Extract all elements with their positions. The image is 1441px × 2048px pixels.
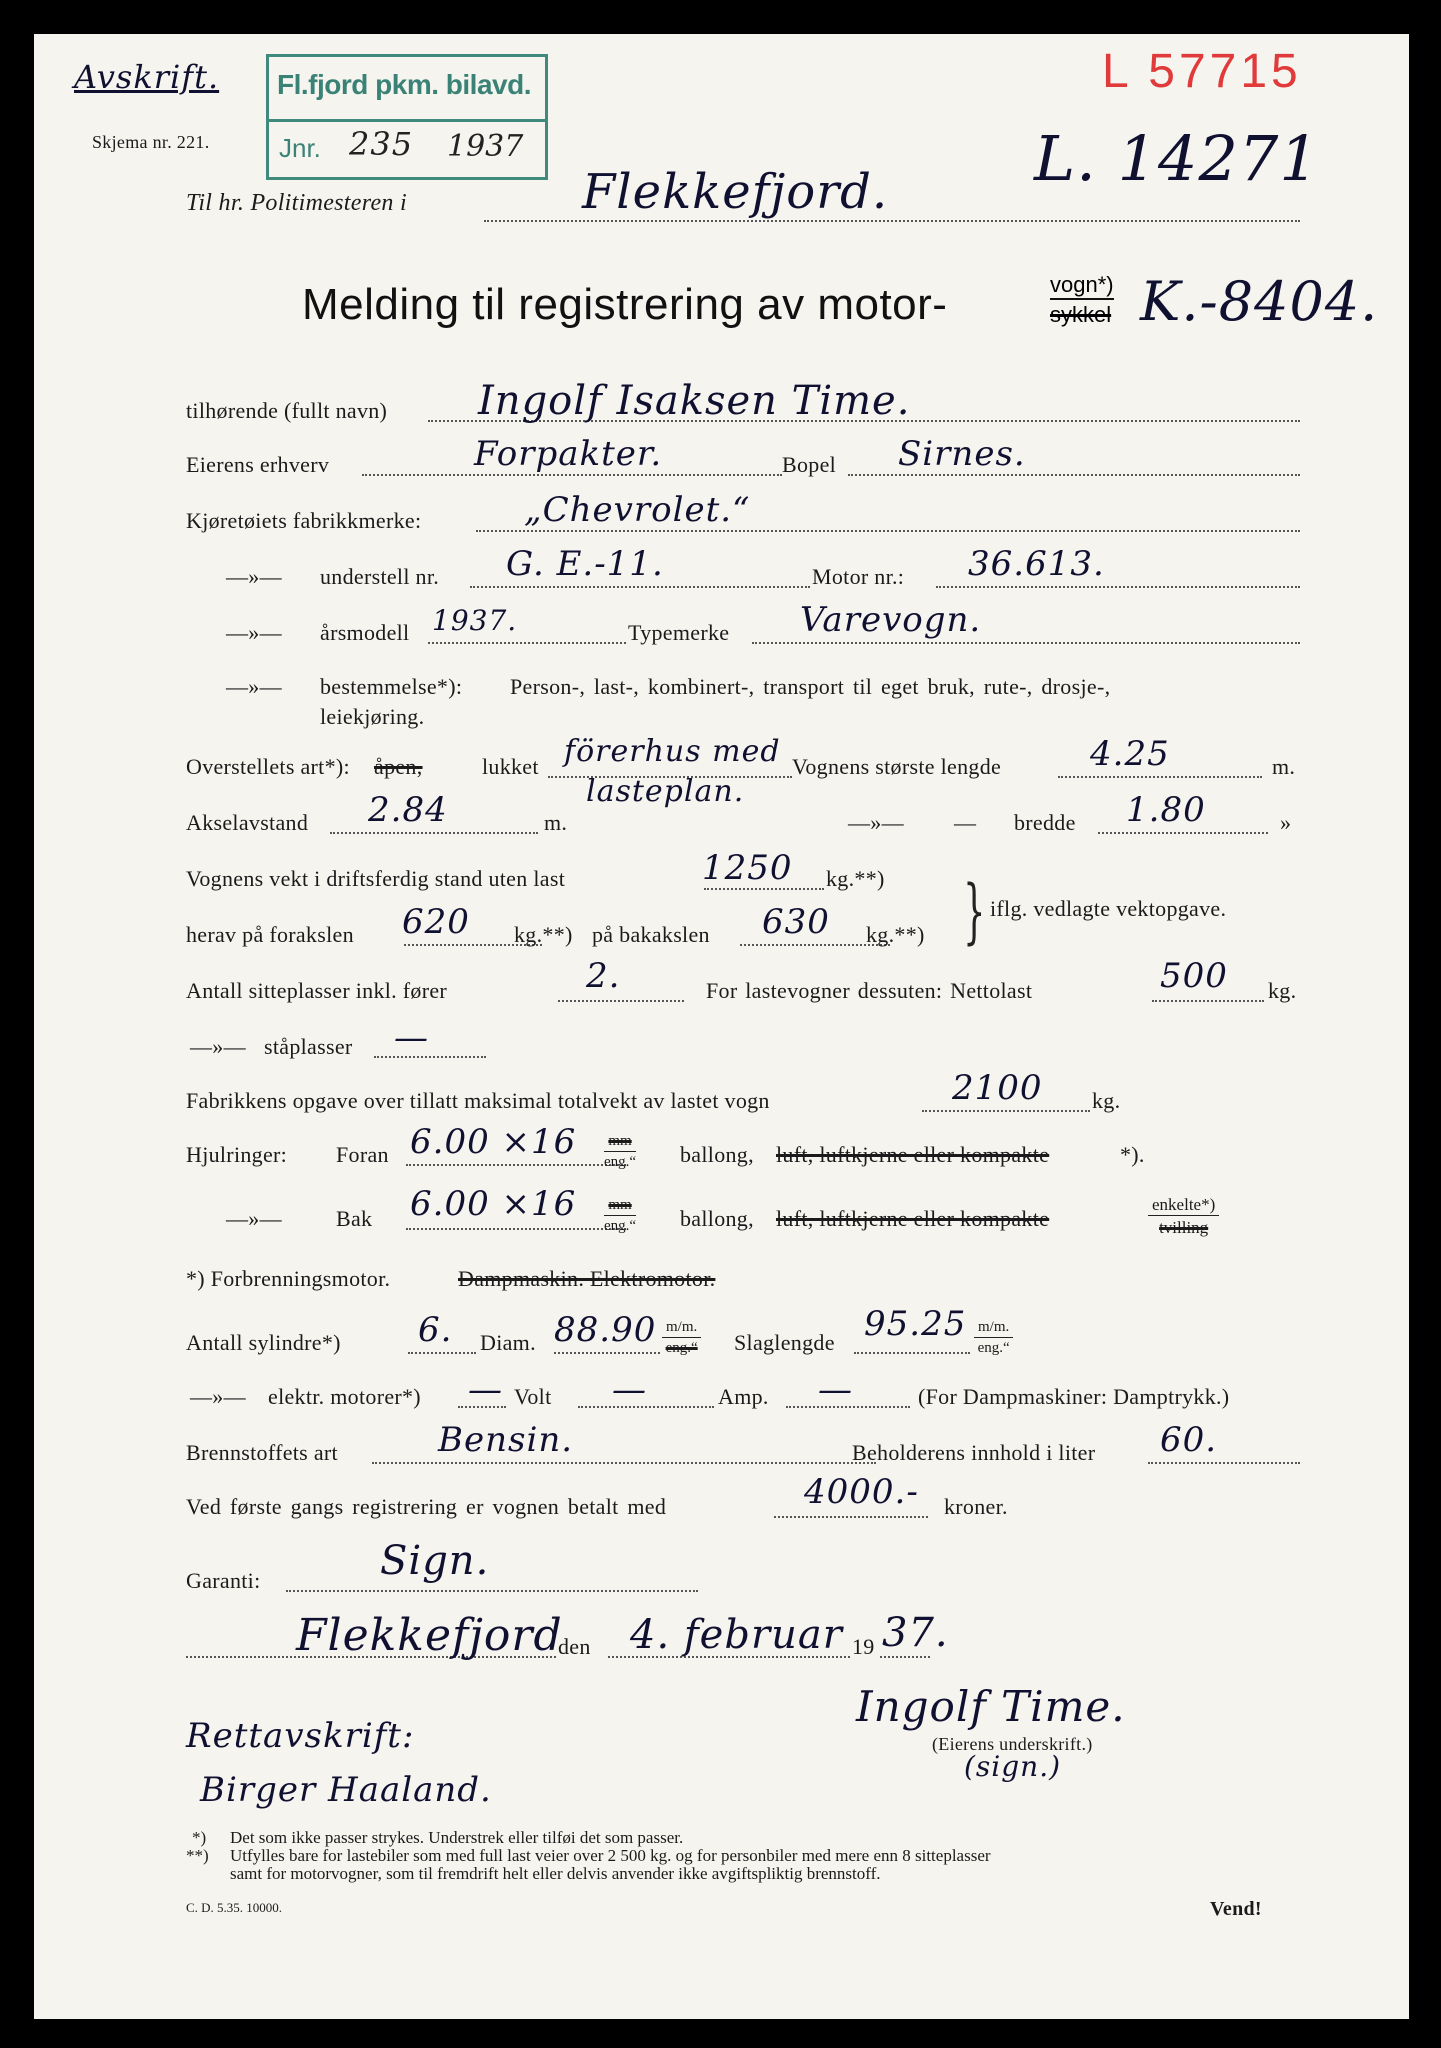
occupation-label: Eierens erhverv [186, 452, 330, 477]
occupation-line [362, 474, 782, 476]
type-value: Varevogn. [800, 600, 982, 640]
guarantee-line [286, 1590, 698, 1592]
chassis-line [470, 586, 810, 588]
tires-front-unit-mm: mm [604, 1134, 636, 1152]
seats-label: Antall sitteplasser inkl. fører [186, 978, 448, 1003]
paid-label: Ved første gangs registrering er vognen betalt med [186, 1494, 667, 1519]
ditto-6: —»— [226, 1206, 282, 1231]
date-value: 4. februar [630, 1612, 843, 1658]
title-sykkel-struck: sykkel [1050, 302, 1112, 327]
amp-label: Amp. [718, 1384, 769, 1409]
electric-value: — [468, 1370, 503, 1410]
make-line [476, 530, 1300, 532]
paid-line [774, 1516, 928, 1518]
stroke-line [854, 1352, 970, 1354]
standing-label: ståplasser [264, 1034, 353, 1059]
purpose-options: Person-, last-, kombinert-, transport til eget bruk, rute-, drosje-, [510, 674, 1111, 699]
volt-label: Volt [514, 1384, 552, 1409]
tires-rear-label: Bak [336, 1206, 373, 1231]
ditto-3: —»— [226, 674, 282, 699]
guarantee-label: Garanti: [186, 1568, 261, 1593]
owner-value: Ingolf Isaksen Time. [478, 378, 911, 424]
max-weight-unit: kg. [1092, 1088, 1121, 1113]
wheelbase-value: 2.84 [368, 790, 448, 830]
ditto-1: —»— [226, 564, 282, 589]
amp-value: — [818, 1370, 853, 1410]
standing-value: — [394, 1018, 429, 1058]
stroke-value: 95.25 [864, 1304, 967, 1344]
front-axle-label: herav på forakslen [186, 922, 354, 947]
residence-label: Bopel [782, 452, 837, 477]
weight-unit: kg.**) [826, 866, 885, 891]
length-line [1058, 776, 1262, 778]
volt-value: — [612, 1370, 647, 1410]
cylinders-line [408, 1352, 476, 1354]
tires-front-line [406, 1164, 626, 1166]
copy-signature: Birger Haaland. [200, 1770, 492, 1810]
tires-rear-single: enkelte*) [1148, 1196, 1219, 1216]
body-value-2: lasteplan. [586, 774, 745, 809]
tires-rear-balloon: ballong, [680, 1206, 754, 1231]
body-label: Overstellets art*): [186, 754, 350, 779]
year-suffix: 37. [882, 1610, 949, 1656]
addressee-value: Flekkefjord. [582, 164, 889, 220]
signed-note: (sign.) [964, 1750, 1062, 1783]
office-stamp [266, 54, 548, 180]
max-weight-value: 2100 [952, 1068, 1043, 1108]
seats-line [558, 1000, 684, 1002]
footnote-dstar: **) [186, 1846, 209, 1865]
standing-line [374, 1056, 486, 1058]
diam-line [554, 1352, 660, 1354]
turn-over: Vend! [1210, 1898, 1262, 1920]
width-dash: — [954, 810, 977, 835]
copy-note: Rettavskrift: [186, 1716, 415, 1756]
tires-front-note: *). [1120, 1142, 1145, 1167]
stamp-jnr-number: 235 [349, 125, 414, 163]
max-weight-line [922, 1110, 1090, 1112]
tires-rear-single-twin [1148, 1196, 1219, 1236]
guarantee-value: Sign. [380, 1538, 490, 1584]
footnote-dstar-text-2: samt for motorvogner, som til fremdrift helt eller delvis anvender ikke avgiftspliktig brennstoff. [230, 1864, 881, 1883]
tires-rear-unit-eng: eng.“ [604, 1218, 637, 1234]
tires-front-unit-eng: eng.“ [604, 1154, 637, 1170]
diam-unit-mm: m/m. [662, 1320, 701, 1338]
ditto-5: —»— [190, 1034, 246, 1059]
print-code: C. D. 5.35. 10000. [186, 1900, 283, 1915]
place-value: Flekkefjord [296, 1610, 563, 1661]
length-value: 4.25 [1090, 734, 1170, 774]
weight-value: 1250 [702, 848, 793, 888]
wheelbase-unit: m. [544, 810, 568, 835]
owner-label: tilhørende (fullt navn) [186, 398, 388, 423]
tank-value: 60. [1160, 1420, 1218, 1460]
footnote-dstar-text: Utfylles bare for lastebiler som med full last veier over 2 500 kg. og for personbiler med mere enn 8 sitteplasser [230, 1846, 991, 1865]
ditto-2: —»— [226, 620, 282, 645]
net-load-label: For lastevogner dessuten: Nettolast [706, 978, 1033, 1003]
tires-rear-unit-mm: mm [604, 1198, 636, 1216]
tank-label: Beholderens innhold i liter [852, 1440, 1096, 1465]
stroke-unit-mm: m/m. [974, 1320, 1013, 1338]
tires-rear-unit [604, 1198, 636, 1234]
form-title: Melding til registrering av motor- [302, 280, 948, 329]
ditto-7: —»— [190, 1384, 246, 1409]
registration-number: L. 14271 [1034, 122, 1320, 195]
archive-number: L 57715 [1102, 45, 1302, 98]
body-value: förerhus med [564, 734, 781, 769]
diam-unit [662, 1320, 701, 1356]
width-value: 1.80 [1126, 790, 1206, 830]
diam-value: 88.90 [554, 1310, 657, 1350]
year-value: 1937. [432, 604, 518, 637]
fuel-line [372, 1462, 876, 1464]
tires-front-label: Foran [336, 1142, 389, 1167]
rear-axle-value: 630 [762, 902, 830, 942]
net-load-unit: kg. [1268, 978, 1297, 1003]
plate-number: K.-8404. [1140, 270, 1379, 333]
wheelbase-label: Akselavstand [186, 810, 309, 835]
year-label: årsmodell [320, 620, 410, 645]
occupation-value: Forpakter. [474, 434, 663, 474]
tires-front-value: 6.00 ×16 [410, 1122, 577, 1162]
tires-rear-value: 6.00 ×16 [410, 1184, 577, 1224]
engine-type-struck: Dampmaskin. Elektromotor. [458, 1266, 716, 1291]
tires-label: Hjulringer: [186, 1142, 288, 1167]
tires-front-balloon: ballong, [680, 1142, 754, 1167]
stamp-jnr-year: 1937 [447, 129, 524, 164]
sign-year-line [880, 1656, 930, 1658]
front-axle-unit: kg.**) [514, 922, 573, 947]
motor-label: Motor nr.: [812, 564, 905, 589]
type-line [752, 642, 1300, 644]
weight-note: iflg. vedlagte vektopgave. [990, 896, 1227, 921]
tires-rear-twin-struck: tvilling [1159, 1218, 1209, 1237]
tires-rear-struck: luft, luftkjerne eller kompakte [776, 1206, 1050, 1231]
residence-line [848, 474, 1300, 476]
net-load-value: 500 [1160, 956, 1228, 996]
stroke-unit-eng: eng.“ [977, 1340, 1010, 1356]
body-open-struck: åpen, [374, 754, 423, 779]
front-axle-value: 620 [402, 902, 470, 942]
weight-label: Vognens vekt i driftsferdig stand uten last [186, 866, 566, 891]
addressee-line [484, 220, 1300, 222]
stamp-jnr-label: Jnr. [279, 133, 321, 163]
length-label: Vognens største lengde [792, 754, 1002, 779]
motor-line [936, 586, 1300, 588]
diam-unit-eng: eng.“ [665, 1340, 698, 1356]
motor-value: 36.613. [968, 544, 1105, 584]
type-label: Typemerke [628, 620, 730, 645]
tires-front-unit [604, 1134, 636, 1170]
body-closed: lukket [482, 754, 539, 779]
form-sheet [34, 34, 1409, 2019]
cylinders-label: Antall sylindre*) [186, 1330, 341, 1355]
wheelbase-line [330, 832, 538, 834]
make-label: Kjøretøiets fabrikkmerke: [186, 508, 422, 533]
electric-label: elektr. motorer*) [268, 1384, 421, 1409]
tires-front-struck: luft, luftkjerne eller kompakte [776, 1142, 1050, 1167]
den-label: den [558, 1634, 591, 1659]
width-line [1098, 832, 1268, 834]
purpose-options-2: leiekjøring. [320, 704, 425, 729]
width-label: bredde [1014, 810, 1076, 835]
net-load-line [1152, 1000, 1264, 1002]
stroke-unit [974, 1320, 1013, 1356]
footnote-star-text: Det som ikke passer strykes. Understrek eller tilføi det som passer. [230, 1828, 684, 1847]
residence-value: Sirnes. [898, 434, 1026, 474]
tank-line [1148, 1462, 1300, 1464]
owner-signature-label: (Eierens underskrift.) [932, 1734, 1093, 1754]
seats-value: 2. [586, 956, 621, 996]
width-unit: » [1280, 810, 1292, 835]
footnote-star: *) [192, 1828, 207, 1847]
ditto-4: —»— [848, 810, 904, 835]
fuel-label: Brennstoffets art [186, 1440, 338, 1465]
paid-value: 4000.- [804, 1472, 919, 1512]
year-line [428, 642, 626, 644]
max-weight-label: Fabrikkens opgave over tillatt maksimal totalvekt av lastet vogn [186, 1088, 770, 1113]
tires-rear-line [406, 1228, 626, 1230]
rear-axle-unit: kg.**) [866, 922, 925, 947]
stroke-label: Slaglengde [734, 1330, 835, 1355]
fuel-value: Bensin. [438, 1420, 574, 1460]
owner-signature: Ingolf Time. [856, 1682, 1126, 1731]
steam-note: (For Dampmaskiner: Damptrykk.) [918, 1384, 1230, 1409]
engine-type-note: *) Forbrenningsmotor. [186, 1266, 391, 1291]
chassis-value: G. E.-11. [506, 544, 664, 584]
bracket-glyph: } [963, 870, 986, 952]
kroner-label: kroner. [944, 1494, 1008, 1519]
addressee-label: Til hr. Politimesteren i [186, 190, 407, 216]
rear-axle-label: på bakakslen [592, 922, 710, 947]
title-vogn: vogn*) [1050, 272, 1114, 300]
length-unit: m. [1272, 754, 1296, 779]
year-prefix: 19 [852, 1634, 875, 1659]
diam-label: Diam. [480, 1330, 536, 1355]
weight-line [704, 888, 824, 890]
purpose-label: bestemmelse*): [320, 674, 463, 699]
form-number: Skjema nr. 221. [92, 132, 210, 152]
stamp-office: Fl.fjord pkm. bilavd. [277, 69, 531, 100]
stamp-divider [269, 119, 545, 122]
cylinders-value: 6. [418, 1310, 453, 1350]
chassis-label: understell nr. [320, 564, 440, 589]
corner-note: Avskrift. [74, 58, 220, 96]
make-value: „Chevrolet.“ [524, 490, 751, 530]
